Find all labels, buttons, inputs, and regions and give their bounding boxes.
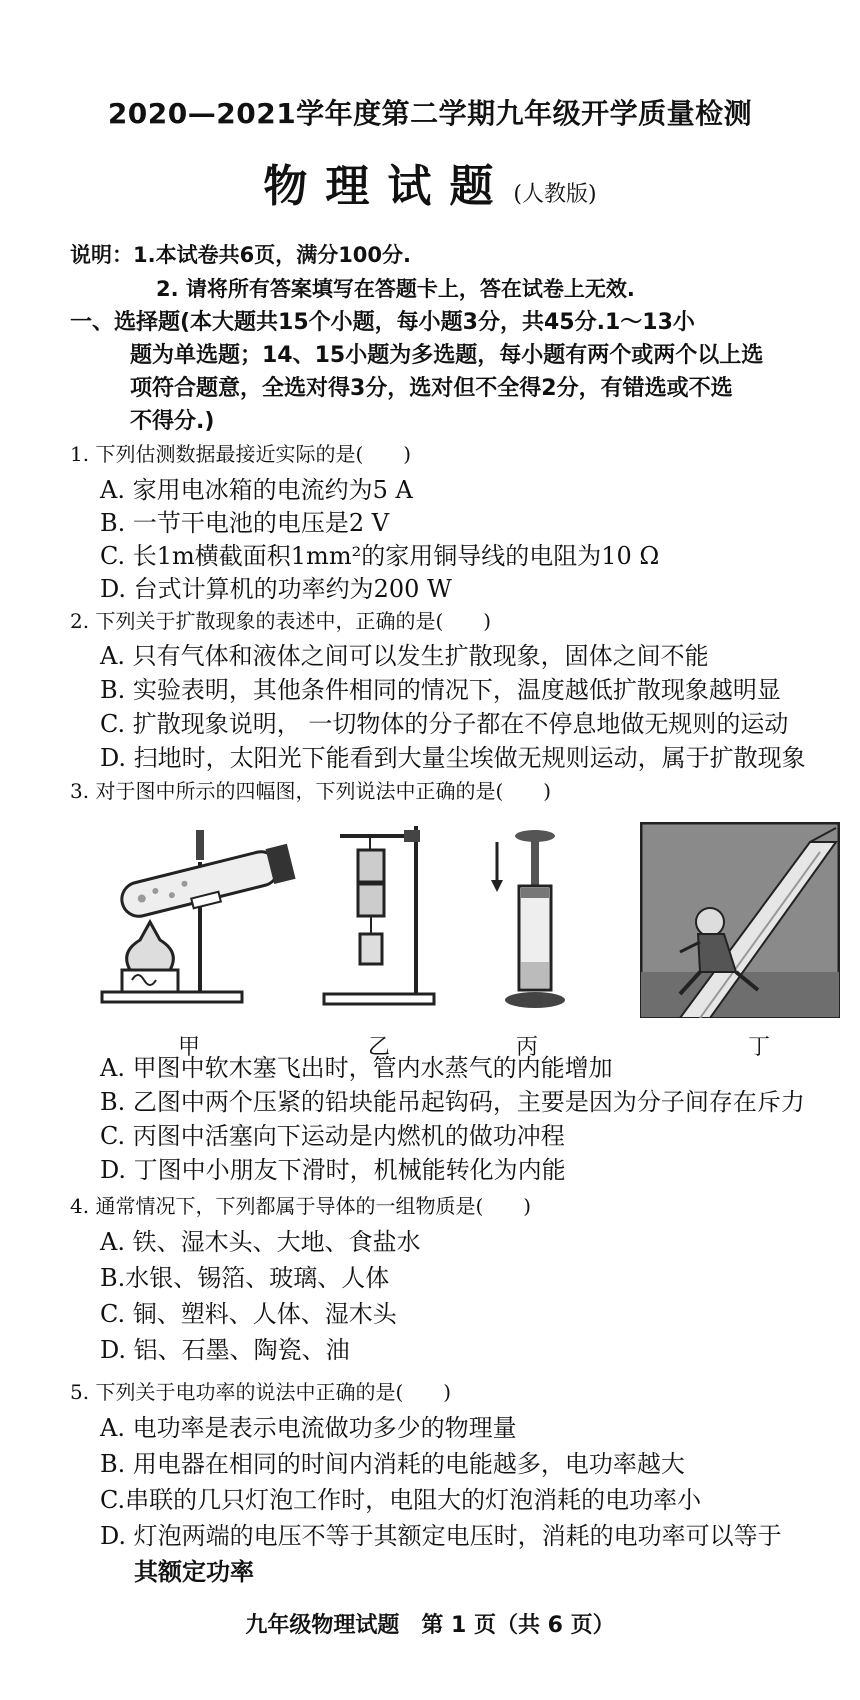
subject-heading [0,150,860,214]
exam-title: 2020—2021学年度第二学期九年级开学质量检测 [107,97,753,130]
question-5-option-d: D. 灯泡两端的电压不等于其额定电压时，消耗的电功率可以等于 [100,1522,782,1550]
figure-ding-slide [640,822,840,1018]
question-2-stem: 2. 下列关于扩散现象的表述中，正确的是( ) [70,609,492,633]
figure-label-yi: 乙 [368,1035,391,1060]
question-1-option-c: C. 长1m横截面积1mm²的家用铜导线的电阻为10 Ω [100,542,660,570]
question-3-option-c: C. 丙图中活塞向下运动是内燃机的做功冲程 [100,1122,565,1150]
question-4-stem: 4. 通常情况下，下列都属于导体的一组物质是( ) [70,1194,532,1218]
section-line-1: 一、选择题(本大题共15个小题，每小题3分，共45分.1～13小 [70,310,695,335]
question-2-option-b: B. 实验表明，其他条件相同的情况下，温度越低扩散现象越明显 [100,676,781,704]
section-line-2: 题为单选题；14、15小题为多选题，每小题有两个或两个以上选 [130,343,764,368]
question-1-stem: 1. 下列估测数据最接近实际的是( ) [70,442,412,466]
question-2-option-d: D. 扫地时，太阳光下能看到大量尘埃做无规则运动，属于扩散现象 [100,744,806,772]
question-3-option-a: A. 甲图中软木塞飞出时，管内水蒸气的内能增加 [100,1054,613,1082]
question-5-option-b: B. 用电器在相同的时间内消耗的电能越多，电功率越大 [100,1450,685,1478]
question-1-option-a: A. 家用电冰箱的电流约为5 A [100,476,413,504]
question-1-option-d: D. 台式计算机的功率约为200 W [100,575,452,603]
instruction-line-1: 说明：1.本试卷共6页，满分100分. [70,243,412,267]
question-5-option-d-continuation: 其额定功率 [134,1558,254,1586]
figure-jia-test-tube [100,822,300,1022]
question-2-option-a: A. 只有气体和液体之间可以发生扩散现象，固体之间不能 [100,642,709,670]
question-1-option-b: B. 一节干电池的电压是2 V [100,509,390,537]
figure-yi-lead-blocks [320,822,450,1022]
question-4-option-d: D. 铝、石墨、陶瓷、油 [100,1336,350,1364]
question-4-option-b: B.水银、锡箔、玻璃、人体 [100,1264,390,1292]
figure-bing-piston-cylinder [475,822,575,1022]
edition-label: (人教版) [513,182,597,207]
question-4-option-a: A. 铁、湿木头、大地、食盐水 [100,1228,421,1256]
page-footer: 九年级物理试题 第 1 页（共 6 页） [245,1613,615,1638]
question-4-option-c: C. 铜、塑料、人体、湿木头 [100,1300,397,1328]
section-heading [70,306,830,438]
figure-label-jia: 甲 [178,1035,201,1060]
question-2-option-c: C. 扩散现象说明， 一切物体的分子都在不停息地做无规则的运动 [100,710,789,738]
question-5-option-a: A. 电功率是表示电流做功多少的物理量 [100,1414,517,1442]
instruction-line-2: 2. 请将所有答案填写在答题卡上，答在试卷上无效. [156,277,635,301]
instructions [70,238,635,306]
question-3-stem: 3. 对于图中所示的四幅图，下列说法中正确的是( ) [70,779,552,803]
question-5-option-c: C.串联的几只灯泡工作时，电阻大的灯泡消耗的电功率小 [100,1486,702,1514]
figure-label-bing: 丙 [516,1035,539,1060]
figure-label-ding: 丁 [748,1035,771,1060]
question-3-option-b: B. 乙图中两个压紧的铅块能吊起钩码，主要是因为分子间存在斥力 [100,1088,805,1116]
question-3-option-d: D. 丁图中小朋友下滑时，机械能转化为内能 [100,1156,566,1184]
section-line-4: 不得分.) [130,409,215,434]
subject-title: 物理试题 [263,161,512,212]
question-5-stem: 5. 下列关于电功率的说法中正确的是( ) [70,1380,452,1404]
section-line-3: 项符合题意，全选对得3分，选对但不全得2分，有错选或不选 [130,376,733,401]
